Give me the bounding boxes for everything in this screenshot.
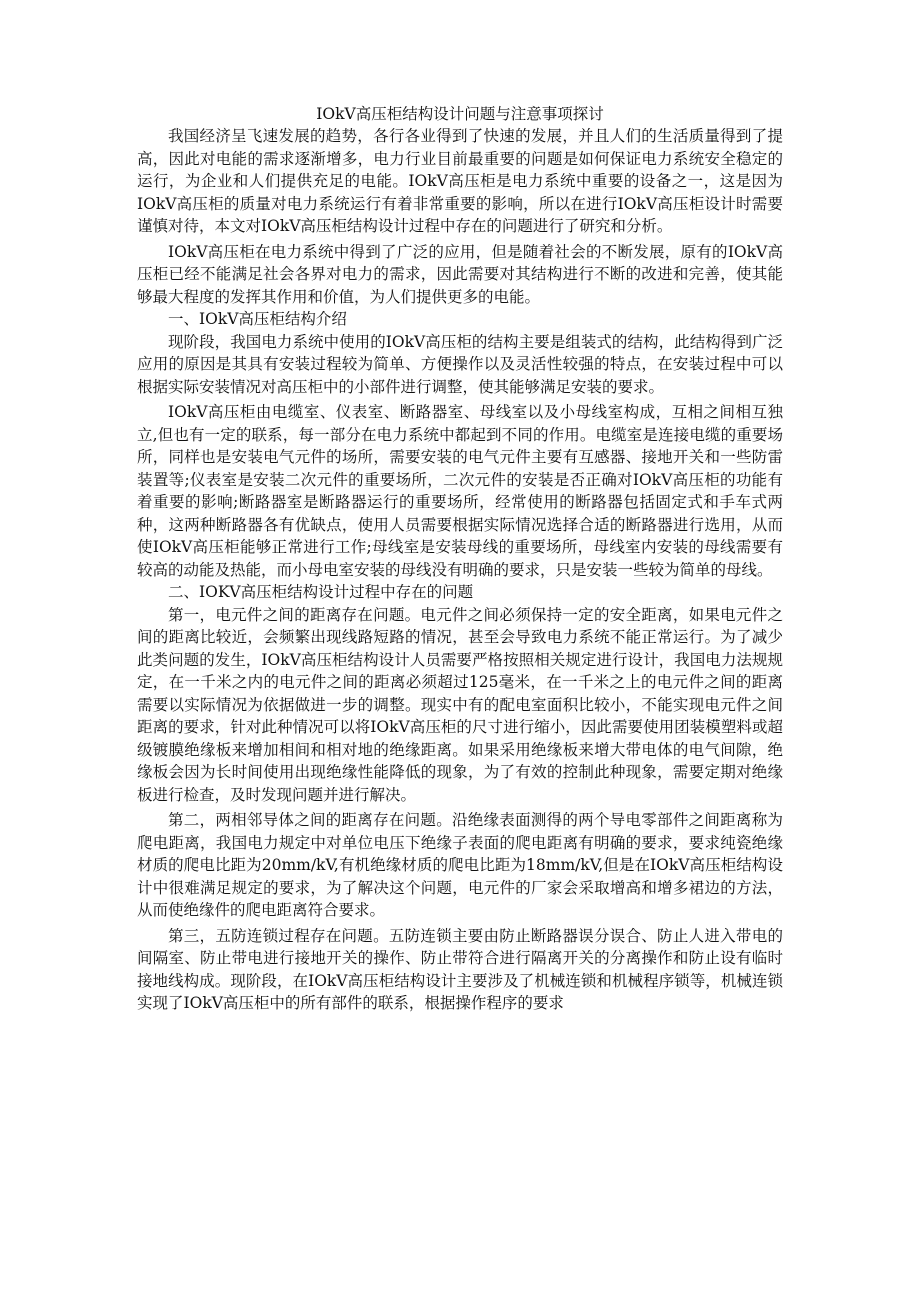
document-page xyxy=(137,103,783,1015)
document-title: IOkV高压柜结构设计问题与注意事项探讨 xyxy=(316,105,604,123)
section1-paragraph-1: 现阶段，我国电力系统中使用的IOkV高压柜的结构主要是组装式的结构，此结构得到广泛应用的原因是其具有安装过程较为简单、方便操作以及灵活性较强的特点，在安装过程中可以根据实际安装情况对高压柜中的小部件进行调整，使其能够满足安装的要求。 xyxy=(137,332,783,396)
section2-paragraph-3: 第三，五防连锁过程存在问题。五防连锁主要由防止断路器误分误合、防止人进入带电的间隔室、防止带电进行接地开关的操作、防止带符合进行隔离开关的分离操作和防止设有临时接地线构成。现阶段，在IOkV高压柜结构设计主要涉及了机械连锁和机械程序锁等，机械连锁实现了IOkV高压柜中的所有部件的联系，根据操作程序的要求 xyxy=(137,926,783,1012)
section-heading-2: 二、IOKV高压柜结构设计过程中存在的问题 xyxy=(168,583,474,601)
section2-paragraph-1: 第一，电元件之间的距离存在问题。电元件之间必须保持一定的安全距离，如果电元件之间的距离比较近，会频繁出现线路短路的情况，甚至会导致电力系统不能正常运行。为了减少此类问题的发生，IOkV高压柜结构设计人员需要严格按照相关规定进行设计，我国电力法规规定，在一千米之内的电元件之间的距离必须超过125毫米，在一千米之上的电元件之间的距离需要以实际情况为依据做进一步的调整。现实中有的配电室面积比较小，不能实现电元件之间距离的要求，针对此种情况可以将IOkV高压柜的尺寸进行缩小，因此需要使用团装模塑料或超级镀膜绝缘板来增加相间和相对地的绝缘距离。如果采用绝缘板来增大带电体的电气间隙，绝缘板会因为长时间使用出现绝缘性能降低的现象，为了有效的控制此种现象，需要定期对绝缘板进行检查，及时发现问题并进行解决。 xyxy=(137,605,783,804)
intro-paragraph-1: 我国经济呈飞速发展的趋势，各行各业得到了快速的发展，并且人们的生活质量得到了提高，因此对电能的需求逐渐增多，电力行业目前最重要的问题是如何保证电力系统安全稳定的运行，为企业和人们提供充足的电能。IOkV高压柜是电力系统中重要的设备之一，这是因为IOkV高压柜的质量对电力系统运行有着非常重要的影响，所以在进行IOkV高压柜设计时需要谨慎对待，本文对IOkV高压柜结构设计过程中存在的问题进行了研究和分析。 xyxy=(137,127,783,235)
section1-paragraph-2: IOkV高压柜由电缆室、仪表室、断路器室、母线室以及小母线室构成，互相之间相互独立,但也有一定的联系，每一部分在电力系统中都起到不同的作用。电缆室是连接电缆的重要场所，同样也是安装电气元件的场所，需要安装的电气元件主要有互感器、接地开关和一些防雷装置等;仪表室是安装二次元件的重要场所，二次元件的安装是否正确对IOkV高压柜的功能有着重要的影响;断路器室是断路器运行的重要场所，经常使用的断路器包括固定式和手车式两种，这两种断路器各有优缺点，使用人员需要根据实际情况选择合适的断路器进行选用，从而使IOkV高压柜能够正常进行工作;母线室是安装母线的重要场所，母线室内安装的母线需要有较高的动能及热能，而小母电室安装的母线没有明确的要求，只是安装一些较为简单的母线。 xyxy=(137,403,783,579)
section2-paragraph-2: 第二，两相邻导体之间的距离存在问题。沿绝缘表面测得的两个导电零部件之间距离称为爬电距离，我国电力规定中对单位电压下绝缘子表面的爬电距离有明确的要求，要求纯瓷绝缘材质的爬电比距为20mm∕kV,有机绝缘材质的爬电比距为18mm∕kV,但是在IOkV高压柜结构设计中很难满足规定的要求，为了解决这个问题，电元件的厂家会采取增高和增多裙边的方法，从而使绝缘件的爬电距离符合要求。 xyxy=(137,811,783,919)
intro-paragraph-2: IOkV高压柜在电力系统中得到了广泛的应用，但是随着社会的不断发展，原有的IOkV高压柜已经不能满足社会各界对电力的需求，因此需要对其结构进行不断的改进和完善，使其能够最大程度的发挥其作用和价值，为人们提供更多的电能。 xyxy=(137,242,783,306)
section-heading-1: 一、IOkV高压柜结构介绍 xyxy=(168,310,347,328)
